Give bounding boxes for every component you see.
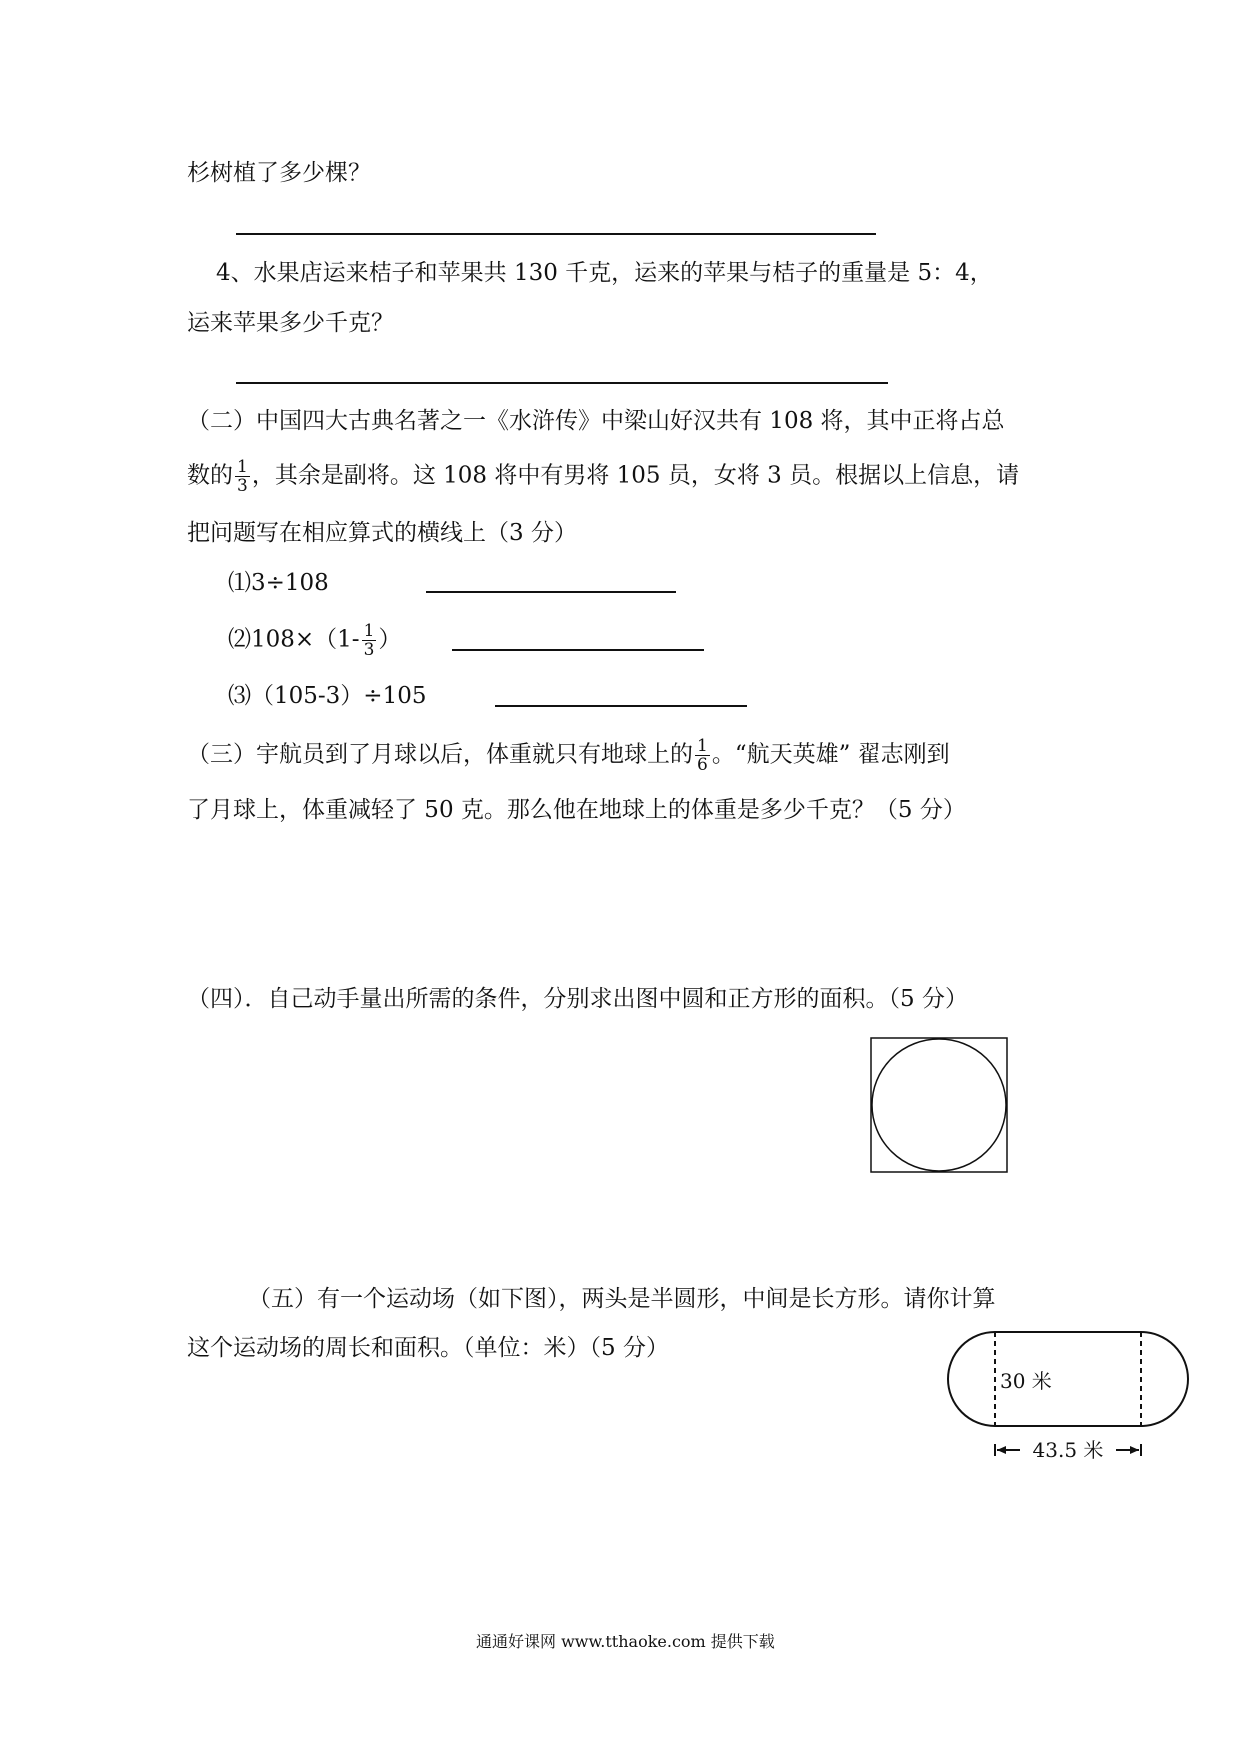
arrow-left-icon (997, 1446, 1006, 1454)
page-footer: 通通好课网 www.tthaoke.com 提供下载 (476, 1632, 775, 1651)
text-span: ） (378, 626, 402, 653)
question-text: 杉树植了多少棵？ (187, 160, 371, 186)
answer-line (426, 591, 676, 593)
sub-item-1: ⑴3÷108 (228, 570, 329, 596)
section-5-line-2: 这个运动场的周长和面积。（单位：米）（5 分） (187, 1335, 669, 1361)
text-span: ⑵108×（1- (228, 626, 360, 653)
section-4-line-1: （四）．自己动手量出所需的条件，分别求出图中圆和正方形的面积。（5 分） (187, 986, 968, 1012)
section-5-line-1: （五）有一个运动场（如下图），两头是半圆形，中间是长方形。请你计算 (248, 1286, 996, 1312)
fraction-numerator: 1 (697, 736, 708, 756)
circle-in-square-figure (870, 1037, 1008, 1173)
text-span: ，其余是副将。这 108 将中有男将 105 员，女将 3 员。根据以上信息，请 (251, 462, 1020, 489)
fraction (362, 622, 377, 659)
answer-line (236, 233, 876, 235)
fraction-denominator: 3 (363, 640, 375, 660)
stadium-figure (948, 1330, 1188, 1470)
fraction-denominator: 3 (237, 476, 248, 496)
text-span: 数的 (187, 462, 233, 489)
circle-shape (872, 1039, 1006, 1171)
answer-line (452, 649, 704, 651)
section-2-line-2 (187, 458, 1019, 495)
answer-line (495, 705, 747, 707)
fraction-denominator: 6 (697, 755, 708, 775)
section-3-line-1 (187, 737, 950, 774)
text-span: 。“航天英雄” 翟志刚到 (711, 741, 950, 768)
fraction-numerator: 1 (363, 621, 375, 641)
stadium-outline (948, 1332, 1188, 1426)
fraction-numerator: 1 (237, 457, 248, 477)
text-span: （三）宇航员到了月球以后，体重就只有地球上的 (187, 741, 693, 768)
section-2-line-3: 把问题写在相应算式的横线上（3 分） (187, 520, 577, 546)
answer-line (236, 382, 888, 384)
fraction (235, 458, 250, 495)
question-4-line-1: 4、水果店运来桔子和苹果共 130 千克，运来的苹果与桔子的重量是 5：4， (216, 260, 993, 286)
fraction (695, 737, 710, 774)
section-3-line-2: 了月球上，体重减轻了 50 克。那么他在地球上的体重是多少千克？（5 分） (187, 797, 966, 823)
arrow-right-icon (1130, 1446, 1139, 1454)
length-label: 43.5 米 (1032, 1438, 1104, 1462)
height-label: 30 米 (1000, 1369, 1052, 1393)
question-4-line-2: 运来苹果多少千克？ (187, 310, 394, 336)
section-2-line-1: （二）中国四大古典名著之一《水浒传》中梁山好汉共有 108 将，其中正将占总 (187, 408, 1005, 434)
sub-item-3: ⑶（105-3）÷105 (228, 683, 427, 709)
sub-item-2 (228, 622, 401, 659)
